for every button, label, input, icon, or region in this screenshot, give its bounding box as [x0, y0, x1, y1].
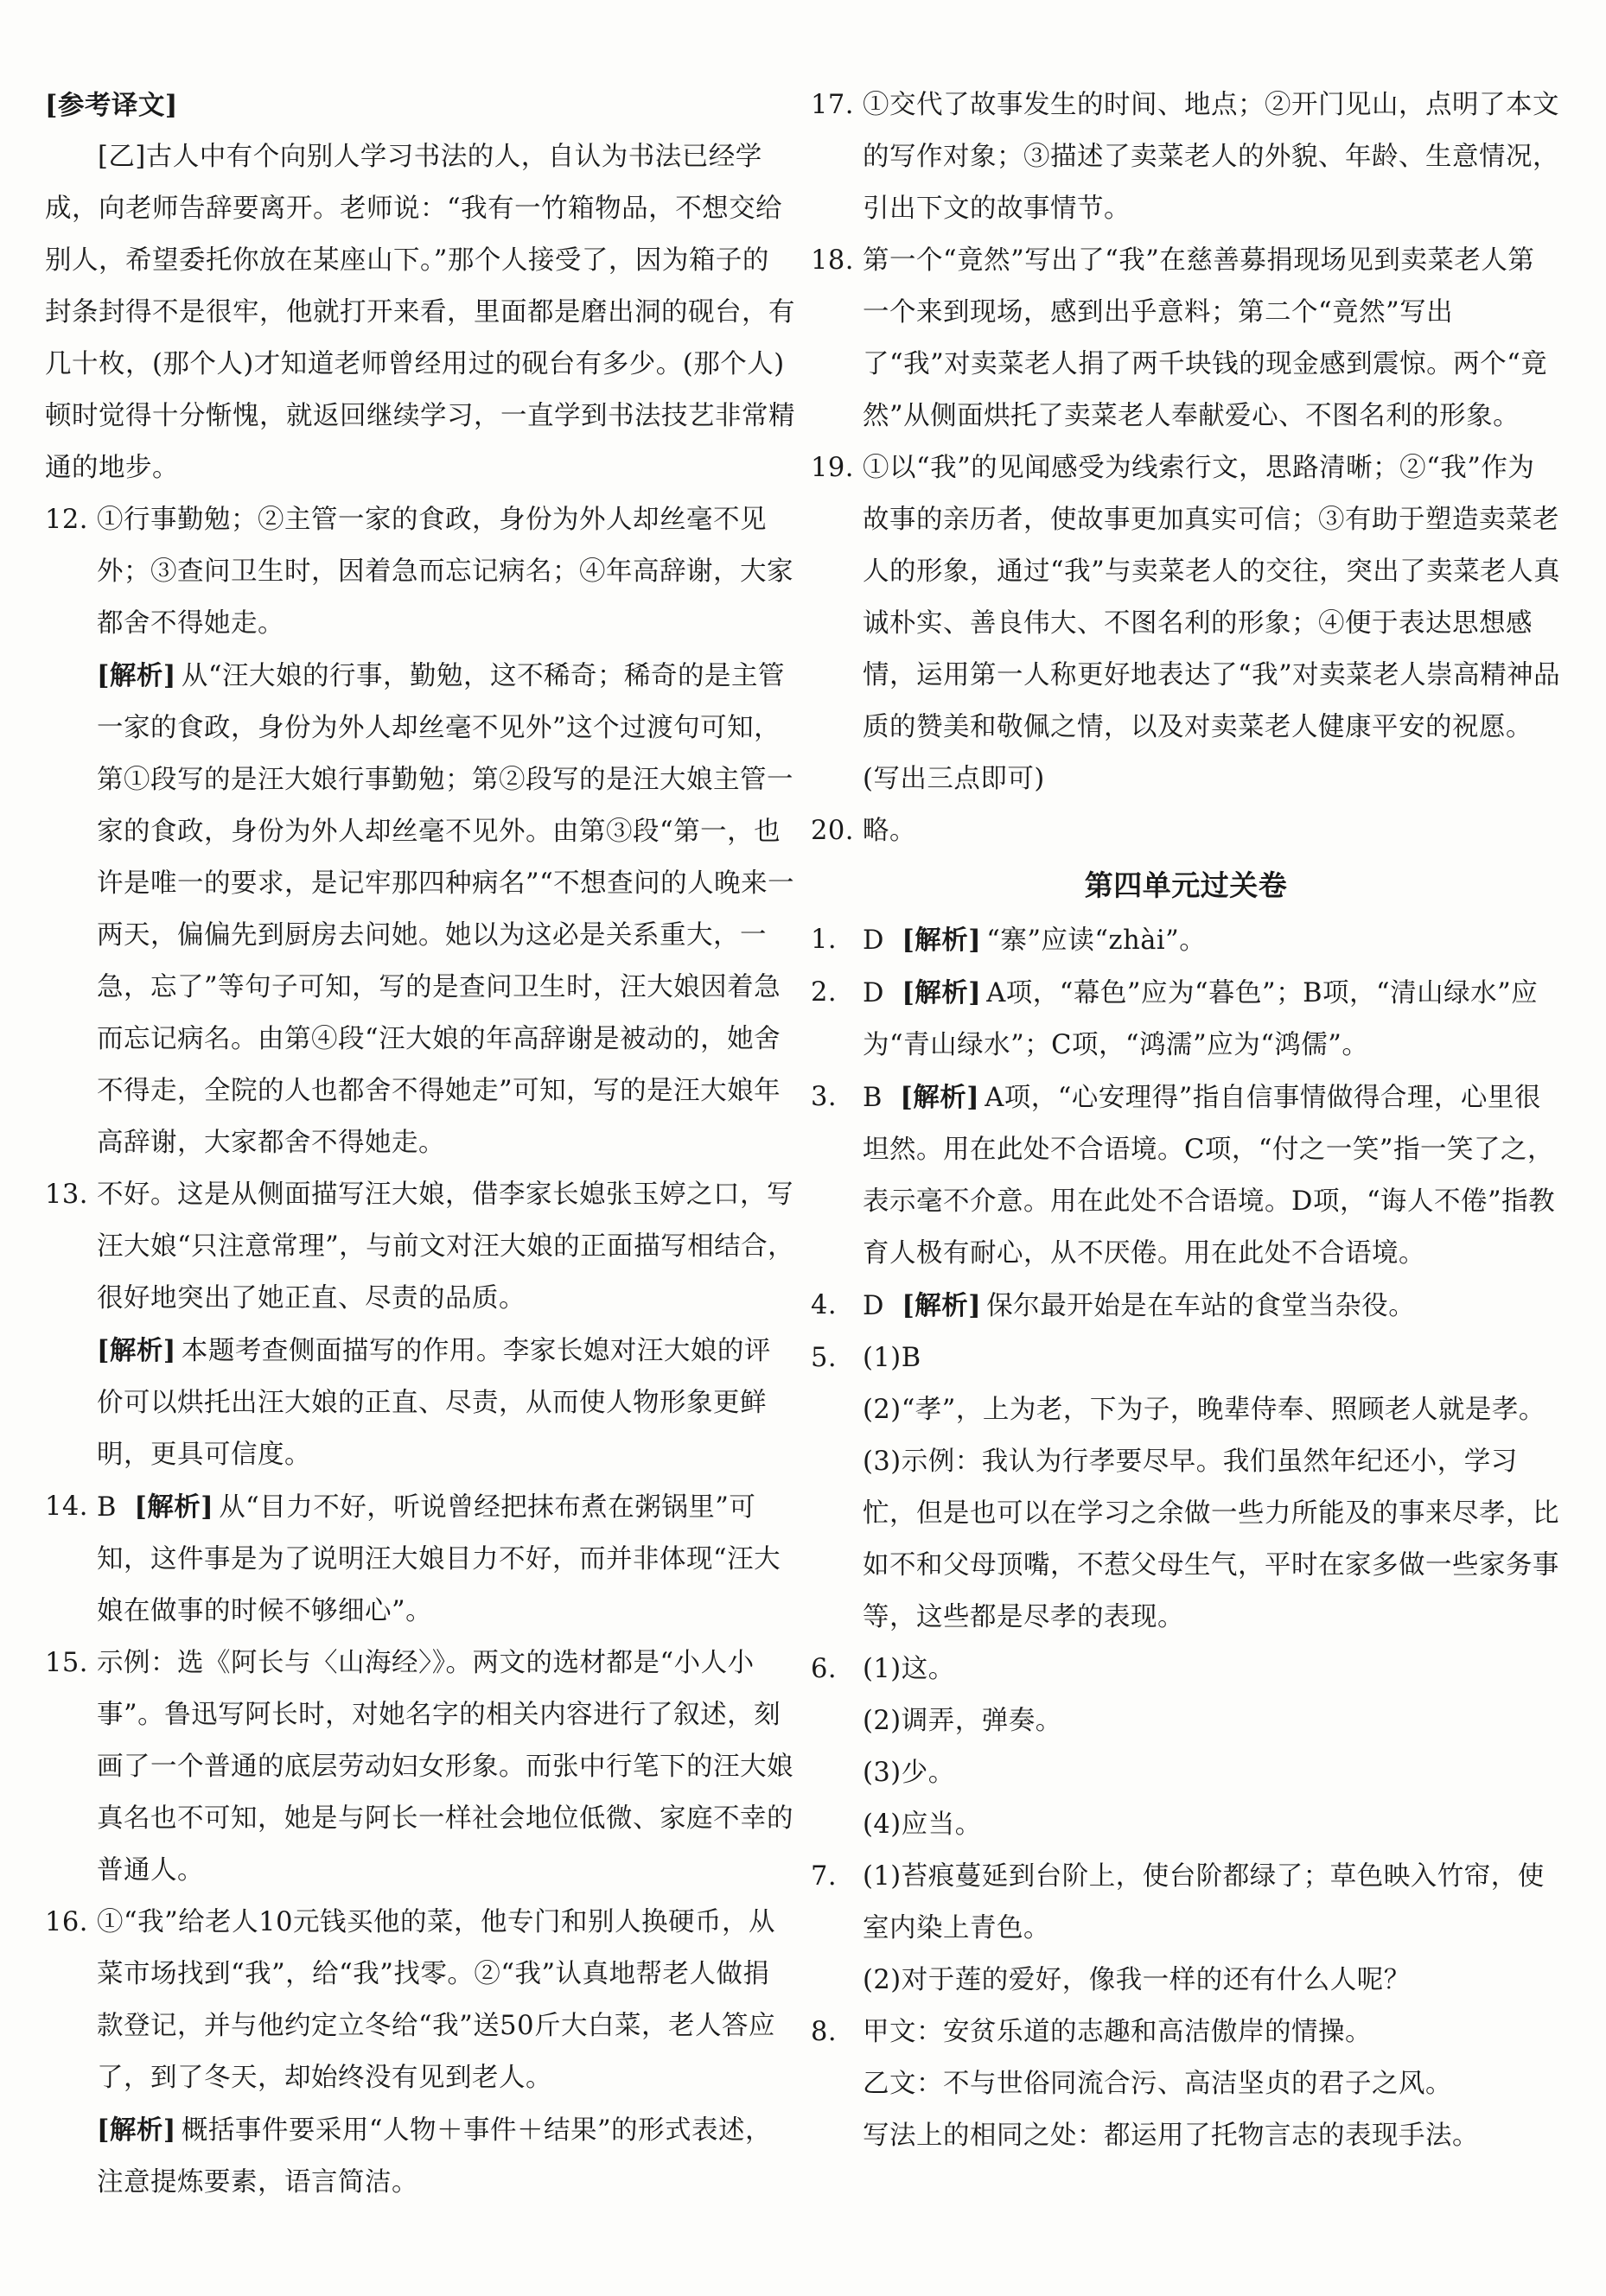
reference-translation-text: [乙]古人中有个向别人学习书法的人，自认为书法已经学成，向老师告辞要离开。老师说：“我有一竹箱物品，不想交给别人，希望委托你放在某座山下。”那个人接受了，因为箱子的封条封得不是很牢，他就打开来看，里面都是磨出洞的砚台，有几十枚，(那个人)才知道老师曾经用过的砚台有多少。(那个人)顿时觉得十分惭愧，就返回继续学习，一直学到书法技艺非常精通的地步。 — [45, 142, 795, 483]
item-answer: ①交代了故事发生的时间、地点；②开门见山，点明了本文的写作对象；③描述了卖菜老人的外貌、年龄、生意情况，引出下文的故事情节。 — [863, 90, 1559, 224]
item-analysis: 从“汪大娘的行事，勤勉，这不稀奇；稀奇的是主管一家的食政，身份为外人却丝毫不见外”这个过渡句可知，第①段写的是汪大娘行事勤勉；第②段写的是汪大娘主管一家的食政，身份为外人却丝毫不见外。由第③段“第一，也许是唯一的要求，是记牢那四种病名”“不想查问的人晚来一两天，偏偏先到厨房去问她。她以为这必是关系重大，一急，忘了”等句子可知，写的是查问卫生时，汪大娘因着急而忘记病名。由第④段“汪大娘的年高辞谢是被动的，她舍不得走，全院的人也都舍不得她走”可知，写的是汪大娘年高辞谢，大家都舍不得她走。 — [97, 661, 795, 1158]
item-number: 18. — [811, 245, 855, 276]
item-analysis: 从“目力不好，听说曾经把抹布煮在粥锅里”可知，这件事是为了说明汪大娘目力不好，而并非体现“汪大娘在做事的时候不够细心”。 — [97, 1492, 781, 1626]
answer-item-5 — [811, 1332, 1561, 1644]
answer-item-12 — [45, 494, 795, 1169]
answer-item-20 — [811, 805, 1561, 857]
item-number: 8. — [811, 2017, 838, 2047]
answer-item-16 — [45, 1897, 795, 2209]
item-number: 17. — [811, 90, 855, 120]
answer-item-15 — [45, 1638, 795, 1897]
item-number: 3. — [811, 1082, 838, 1112]
item-analysis: A项，“心安理得”指自信事情做得合理，心里很坦然。用在此处不合语境。C项，“付之一笑”指一笑了之，表示毫不介意。用在此处不合语境。D项，“诲人不倦”指教育人极有耐心，从不厌倦。用在此处不合语境。 — [863, 1083, 1556, 1269]
left-column — [45, 80, 795, 2209]
item-number: 7. — [811, 1861, 838, 1892]
answer-item-18 — [811, 235, 1561, 442]
answer-item-3 — [811, 1072, 1561, 1280]
item-number: 1. — [811, 925, 838, 955]
item-answer: D — [863, 925, 884, 956]
analysis-tag: [解析] — [902, 925, 982, 956]
sub-answer: (1)苔痕蔓延到台阶上，使台阶都绿了；草色映入竹帘，使室内染上青色。 — [863, 1861, 1545, 1943]
section-title: 第四单元过关卷 — [1084, 868, 1288, 902]
item-answer: ①行事勤勉；②主管一家的食政，身份为外人却丝毫不见外；③查问卫生时，因着急而忘记病名；④年高辞谢，大家都舍不得她走。 — [97, 505, 793, 639]
item-number: 19. — [811, 453, 855, 483]
analysis-tag: [解析] — [900, 1082, 980, 1113]
item-analysis: 本题考查侧面描写的作用。李家长媳对汪大娘的评价可以烘托出汪大娘的正直、尽责，从而使人物形象更鲜明，更具可信度。 — [97, 1336, 771, 1470]
item-answer: D — [863, 978, 884, 1008]
item-number: 13. — [45, 1180, 89, 1210]
item-answer: 第一个“竟然”写出了“我”在慈善募捐现场见到卖菜老人第一个来到现场，感到出乎意料；第二个“竟然”写出了“我”对卖菜老人捐了两千块钱的现金感到震惊。两个“竟然”从侧面烘托了卖菜老人奉献爱心、不图名利的形象。 — [863, 245, 1548, 431]
item-answer: B — [863, 1083, 883, 1113]
analysis-tag: [解析] — [97, 2115, 176, 2146]
answer-item-4 — [811, 1280, 1561, 1332]
answer-item-6 — [811, 1644, 1561, 1851]
answer-item-19 — [811, 442, 1561, 805]
answer-item-17 — [811, 80, 1561, 235]
sub-answer: (3)少。 — [863, 1758, 955, 1788]
analysis-tag: [解析] — [97, 660, 176, 691]
item-number: 15. — [45, 1648, 89, 1678]
sub-answer: (2)对于莲的爱好，像我一样的还有什么人呢？ — [863, 1965, 1411, 1995]
answer-item-14 — [45, 1481, 795, 1638]
analysis-tag: [解析] — [902, 1290, 982, 1321]
item-number: 6. — [811, 1654, 838, 1684]
item-number: 16. — [45, 1907, 89, 1937]
sub-answer: (4)应当。 — [863, 1809, 982, 1840]
item-number: 12. — [45, 505, 89, 535]
item-number: 14. — [45, 1491, 89, 1522]
sub-answer: (2)“孝”，上为老，下为子，晚辈侍奉、照顾老人就是孝。 — [863, 1395, 1545, 1425]
sub-answer: 甲文：安贫乐道的志趣和高洁傲岸的情操。 — [863, 2017, 1372, 2047]
item-answer: ①以“我”的见闻感受为线索行文，思路清晰；②“我”作为故事的亲历者，使故事更加真实可信；③有助于塑造卖菜老人的形象，通过“我”与卖菜老人的交往，突出了卖菜老人真诚朴实、善良伟大、不图名利的形象；④便于表达思想感情，运用第一人称更好地表达了“我”对卖菜老人崇高精神品质的赞美和敬佩之情，以及对卖菜老人健康平安的祝愿。(写出三点即可) — [863, 453, 1561, 794]
sub-answer: 乙文：不与世俗同流合污、高洁坚贞的君子之风。 — [863, 2069, 1452, 2099]
item-number: 20. — [811, 816, 855, 846]
item-answer: B — [97, 1492, 117, 1523]
item-number: 5. — [811, 1343, 838, 1373]
sub-answer: (1)这。 — [863, 1654, 955, 1684]
sub-answer: (3)示例：我认为行孝要尽早。我们虽然年纪还小，学习忙，但是也可以在学习之余做一些力所能及的事来尽孝，比如不和父母顶嘴，不惹父母生气，平时在家多做一些家务事等，这些都是尽孝的表现。 — [863, 1447, 1559, 1632]
analysis-tag: [解析] — [97, 1335, 176, 1366]
item-analysis: “寨”应读“zhài”。 — [986, 925, 1207, 956]
item-number: 2. — [811, 977, 838, 1008]
right-column — [811, 80, 1561, 2162]
item-analysis: 概括事件要采用“人物＋事件＋结果”的形式表述，注意提炼要素，语言简洁。 — [97, 2115, 773, 2197]
analysis-tag: [解析] — [134, 1491, 214, 1523]
item-answer: 略。 — [863, 816, 916, 846]
answer-item-1 — [811, 914, 1561, 967]
answer-item-8 — [811, 2007, 1561, 2162]
sub-answer: (1)B — [863, 1343, 921, 1373]
answer-item-7 — [811, 1851, 1561, 2007]
item-answer: ①“我”给老人10元钱买他的菜，他专门和别人换硬币，从菜市场找到“我”，给“我”找零。②“我”认真地帮老人做捐款登记，并与他约定立冬给“我”送50斤大白菜，老人答应了，到了冬天，却始终没有见到老人。 — [97, 1907, 775, 2093]
sub-answer: (2)调弄，弹奏。 — [863, 1706, 1062, 1736]
item-answer: D — [863, 1291, 884, 1321]
sub-answer: 写法上的相同之处：都运用了托物言志的表现手法。 — [863, 2121, 1479, 2151]
item-analysis: 保尔最开始是在车站的食堂当杂役。 — [986, 1291, 1416, 1321]
answer-item-2 — [811, 967, 1561, 1072]
item-analysis: A项，“幕色”应为“暮色”；B项，“清山绿水”应为“青山绿水”；C项，“鸿濡”应为“鸿儒”。 — [863, 978, 1539, 1060]
item-answer: 示例：选《阿长与〈山海经〉》。两文的选材都是“小人小事”。鲁迅写阿长时，对她名字的相关内容进行了叙述，刻画了一个普通的底层劳动妇女形象。而张中行笔下的汪大娘真名也不可知，她是与阿长一样社会地位低微、家庭不幸的普通人。 — [97, 1648, 793, 1886]
reference-translation-header: [参考译文] — [45, 90, 178, 121]
item-answer: 不好。这是从侧面描写汪大娘，借李家长媳张玉婷之口，写汪大娘“只注意常理”，与前文对汪大娘的正面描写相结合，很好地突出了她正直、尽责的品质。 — [97, 1180, 795, 1313]
analysis-tag: [解析] — [902, 977, 982, 1008]
item-number: 4. — [811, 1290, 838, 1320]
answer-item-13 — [45, 1169, 795, 1481]
